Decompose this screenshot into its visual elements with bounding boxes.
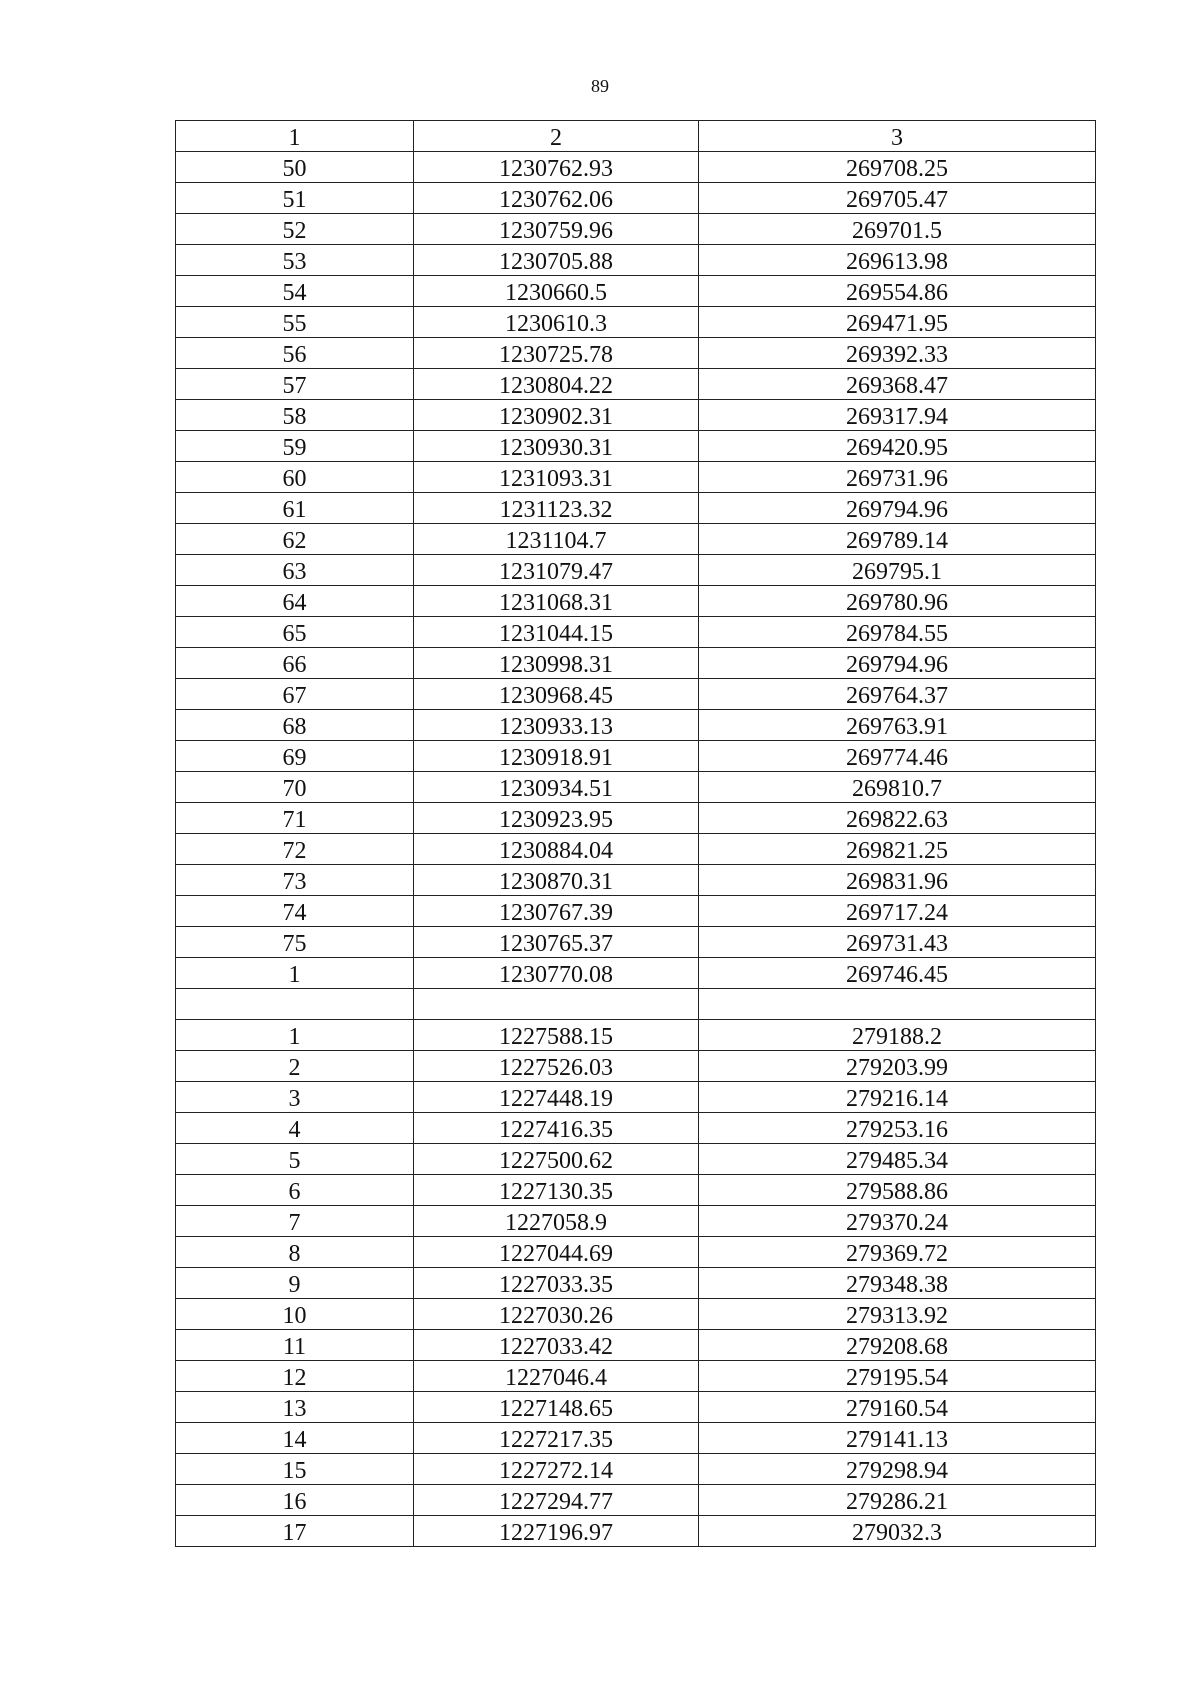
y-coordinate-cell: 279195.54 bbox=[699, 1361, 1096, 1392]
x-coordinate-cell: 1227588.15 bbox=[414, 1020, 699, 1051]
y-coordinate-cell: 269789.14 bbox=[699, 524, 1096, 555]
table-row bbox=[176, 1082, 1096, 1113]
point-number-cell: 57 bbox=[176, 369, 414, 400]
x-coordinate-cell: 1227294.77 bbox=[414, 1485, 699, 1516]
y-coordinate-cell: 269784.55 bbox=[699, 617, 1096, 648]
x-coordinate-cell: 1230930.31 bbox=[414, 431, 699, 462]
table-row bbox=[176, 307, 1096, 338]
table-row bbox=[176, 276, 1096, 307]
table-row bbox=[176, 617, 1096, 648]
x-coordinate-cell: 1227030.26 bbox=[414, 1299, 699, 1330]
point-number-cell: 70 bbox=[176, 772, 414, 803]
y-coordinate-cell: 279313.92 bbox=[699, 1299, 1096, 1330]
y-coordinate-cell: 279208.68 bbox=[699, 1330, 1096, 1361]
y-coordinate-cell: 269774.46 bbox=[699, 741, 1096, 772]
table-row bbox=[176, 1330, 1096, 1361]
table-row bbox=[176, 1454, 1096, 1485]
x-coordinate-cell: 1230804.22 bbox=[414, 369, 699, 400]
y-coordinate-cell: 269764.37 bbox=[699, 679, 1096, 710]
x-coordinate-cell: 1230725.78 bbox=[414, 338, 699, 369]
x-coordinate-cell: 1227196.97 bbox=[414, 1516, 699, 1547]
point-number-cell: 68 bbox=[176, 710, 414, 741]
table-row bbox=[176, 152, 1096, 183]
y-coordinate-cell: 279369.72 bbox=[699, 1237, 1096, 1268]
x-coordinate-cell: 1230933.13 bbox=[414, 710, 699, 741]
x-coordinate-cell: 1230610.3 bbox=[414, 307, 699, 338]
y-coordinate-cell: 279286.21 bbox=[699, 1485, 1096, 1516]
point-number-cell: 61 bbox=[176, 493, 414, 524]
y-coordinate-cell: 269810.7 bbox=[699, 772, 1096, 803]
y-coordinate-cell: 279588.86 bbox=[699, 1175, 1096, 1206]
y-coordinate-cell: 279203.99 bbox=[699, 1051, 1096, 1082]
point-number-cell: 56 bbox=[176, 338, 414, 369]
x-coordinate-cell: 1227058.9 bbox=[414, 1206, 699, 1237]
point-number-cell: 58 bbox=[176, 400, 414, 431]
table-row bbox=[176, 1206, 1096, 1237]
point-number-cell: 52 bbox=[176, 214, 414, 245]
table-row bbox=[176, 834, 1096, 865]
y-coordinate-cell: 269794.96 bbox=[699, 648, 1096, 679]
table-row bbox=[176, 1175, 1096, 1206]
header-row bbox=[176, 121, 1096, 152]
x-coordinate-cell: 1227046.4 bbox=[414, 1361, 699, 1392]
y-coordinate-cell: 269705.47 bbox=[699, 183, 1096, 214]
y-coordinate-cell: 269731.43 bbox=[699, 927, 1096, 958]
point-number-cell: 7 bbox=[176, 1206, 414, 1237]
point-number-cell: 55 bbox=[176, 307, 414, 338]
point-number-cell: 51 bbox=[176, 183, 414, 214]
y-coordinate-cell: 269822.63 bbox=[699, 803, 1096, 834]
x-coordinate-cell: 1227217.35 bbox=[414, 1423, 699, 1454]
y-coordinate-cell: 279370.24 bbox=[699, 1206, 1096, 1237]
point-number-cell: 72 bbox=[176, 834, 414, 865]
x-coordinate-cell: 1231079.47 bbox=[414, 555, 699, 586]
x-coordinate-cell: 1230660.5 bbox=[414, 276, 699, 307]
x-coordinate-cell: 1230870.31 bbox=[414, 865, 699, 896]
point-number-cell: 1 bbox=[176, 958, 414, 989]
y-coordinate-cell: 269794.96 bbox=[699, 493, 1096, 524]
x-coordinate-cell: 1230762.06 bbox=[414, 183, 699, 214]
y-coordinate-cell: 269831.96 bbox=[699, 865, 1096, 896]
point-number-cell: 3 bbox=[176, 1082, 414, 1113]
point-number-cell: 10 bbox=[176, 1299, 414, 1330]
y-coordinate-cell: 269701.5 bbox=[699, 214, 1096, 245]
point-number-cell: 1 bbox=[176, 1020, 414, 1051]
table-row bbox=[176, 741, 1096, 772]
x-coordinate-cell: 1227044.69 bbox=[414, 1237, 699, 1268]
table-row bbox=[176, 896, 1096, 927]
point-number-cell bbox=[176, 989, 414, 1020]
point-number-cell: 2 bbox=[176, 1051, 414, 1082]
point-number-cell: 63 bbox=[176, 555, 414, 586]
point-number-cell: 73 bbox=[176, 865, 414, 896]
table-row bbox=[176, 400, 1096, 431]
table-row bbox=[176, 1144, 1096, 1175]
x-coordinate-cell: 1230759.96 bbox=[414, 214, 699, 245]
y-coordinate-cell: 269420.95 bbox=[699, 431, 1096, 462]
y-coordinate-cell: 279253.16 bbox=[699, 1113, 1096, 1144]
x-coordinate-cell: 1230767.39 bbox=[414, 896, 699, 927]
point-number-cell: 59 bbox=[176, 431, 414, 462]
y-coordinate-cell: 269613.98 bbox=[699, 245, 1096, 276]
table-row bbox=[176, 183, 1096, 214]
y-coordinate-cell: 279348.38 bbox=[699, 1268, 1096, 1299]
x-coordinate-cell: 1230934.51 bbox=[414, 772, 699, 803]
table-row bbox=[176, 1051, 1096, 1082]
x-coordinate-cell: 1231104.7 bbox=[414, 524, 699, 555]
y-coordinate-cell: 269746.45 bbox=[699, 958, 1096, 989]
y-coordinate-cell: 269821.25 bbox=[699, 834, 1096, 865]
point-number-cell: 6 bbox=[176, 1175, 414, 1206]
table-row bbox=[176, 865, 1096, 896]
x-coordinate-cell: 1227033.42 bbox=[414, 1330, 699, 1361]
x-coordinate-cell: 1227416.35 bbox=[414, 1113, 699, 1144]
table-row bbox=[176, 927, 1096, 958]
x-coordinate-cell: 1230765.37 bbox=[414, 927, 699, 958]
point-number-cell: 53 bbox=[176, 245, 414, 276]
y-coordinate-cell: 269731.96 bbox=[699, 462, 1096, 493]
y-coordinate-cell: 269763.91 bbox=[699, 710, 1096, 741]
point-number-cell: 12 bbox=[176, 1361, 414, 1392]
y-coordinate-cell: 269780.96 bbox=[699, 586, 1096, 617]
point-number-cell: 71 bbox=[176, 803, 414, 834]
table-row bbox=[176, 524, 1096, 555]
column-header-3: 3 bbox=[699, 121, 1096, 152]
point-number-cell: 14 bbox=[176, 1423, 414, 1454]
column-header-2: 2 bbox=[414, 121, 699, 152]
point-number-cell: 62 bbox=[176, 524, 414, 555]
x-coordinate-cell: 1227148.65 bbox=[414, 1392, 699, 1423]
x-coordinate-cell: 1231123.32 bbox=[414, 493, 699, 524]
point-number-cell: 13 bbox=[176, 1392, 414, 1423]
y-coordinate-cell: 279141.13 bbox=[699, 1423, 1096, 1454]
table-row bbox=[176, 1268, 1096, 1299]
point-number-cell: 4 bbox=[176, 1113, 414, 1144]
table-row bbox=[176, 555, 1096, 586]
y-coordinate-cell: 269554.86 bbox=[699, 276, 1096, 307]
table-row bbox=[176, 245, 1096, 276]
x-coordinate-cell: 1231044.15 bbox=[414, 617, 699, 648]
table-row bbox=[176, 1299, 1096, 1330]
table-row bbox=[176, 1392, 1096, 1423]
x-coordinate-cell: 1230884.04 bbox=[414, 834, 699, 865]
point-number-cell: 66 bbox=[176, 648, 414, 679]
y-coordinate-cell: 269717.24 bbox=[699, 896, 1096, 927]
x-coordinate-cell: 1227272.14 bbox=[414, 1454, 699, 1485]
table-row bbox=[176, 1516, 1096, 1547]
y-coordinate-cell: 269471.95 bbox=[699, 307, 1096, 338]
x-coordinate-cell: 1227033.35 bbox=[414, 1268, 699, 1299]
y-coordinate-cell: 279216.14 bbox=[699, 1082, 1096, 1113]
x-coordinate-cell: 1230968.45 bbox=[414, 679, 699, 710]
table-row bbox=[176, 803, 1096, 834]
table-row bbox=[176, 772, 1096, 803]
x-coordinate-cell: 1230902.31 bbox=[414, 400, 699, 431]
x-coordinate-cell: 1231093.31 bbox=[414, 462, 699, 493]
x-coordinate-cell: 1230705.88 bbox=[414, 245, 699, 276]
table-row bbox=[176, 462, 1096, 493]
y-coordinate-cell: 269392.33 bbox=[699, 338, 1096, 369]
y-coordinate-cell: 279485.34 bbox=[699, 1144, 1096, 1175]
point-number-cell: 16 bbox=[176, 1485, 414, 1516]
table-row bbox=[176, 958, 1096, 989]
table-row bbox=[176, 1020, 1096, 1051]
x-coordinate-cell: 1230762.93 bbox=[414, 152, 699, 183]
x-coordinate-cell: 1230918.91 bbox=[414, 741, 699, 772]
point-number-cell: 65 bbox=[176, 617, 414, 648]
point-number-cell: 17 bbox=[176, 1516, 414, 1547]
point-number-cell: 50 bbox=[176, 152, 414, 183]
y-coordinate-cell: 269368.47 bbox=[699, 369, 1096, 400]
point-number-cell: 60 bbox=[176, 462, 414, 493]
table-row bbox=[176, 1361, 1096, 1392]
point-number-cell: 74 bbox=[176, 896, 414, 927]
table-row bbox=[176, 1485, 1096, 1516]
column-header-1: 1 bbox=[176, 121, 414, 152]
page-number: 89 bbox=[591, 76, 609, 96]
point-number-cell: 75 bbox=[176, 927, 414, 958]
y-coordinate-cell: 279298.94 bbox=[699, 1454, 1096, 1485]
table-row bbox=[176, 679, 1096, 710]
y-coordinate-cell: 279160.54 bbox=[699, 1392, 1096, 1423]
y-coordinate-cell: 279188.2 bbox=[699, 1020, 1096, 1051]
x-coordinate-cell: 1227130.35 bbox=[414, 1175, 699, 1206]
point-number-cell: 5 bbox=[176, 1144, 414, 1175]
x-coordinate-cell: 1231068.31 bbox=[414, 586, 699, 617]
y-coordinate-cell: 269317.94 bbox=[699, 400, 1096, 431]
y-coordinate-cell: 279032.3 bbox=[699, 1516, 1096, 1547]
x-coordinate-cell: 1227500.62 bbox=[414, 1144, 699, 1175]
table-header bbox=[176, 121, 1096, 152]
point-number-cell: 8 bbox=[176, 1237, 414, 1268]
point-number-cell: 64 bbox=[176, 586, 414, 617]
y-coordinate-cell: 269795.1 bbox=[699, 555, 1096, 586]
point-number-cell: 67 bbox=[176, 679, 414, 710]
table-row bbox=[176, 214, 1096, 245]
y-coordinate-cell: 269708.25 bbox=[699, 152, 1096, 183]
point-number-cell: 54 bbox=[176, 276, 414, 307]
table-row bbox=[176, 989, 1096, 1020]
table-row bbox=[176, 648, 1096, 679]
x-coordinate-cell bbox=[414, 989, 699, 1020]
point-number-cell: 69 bbox=[176, 741, 414, 772]
coordinates-table bbox=[175, 120, 1096, 1547]
table-body bbox=[176, 152, 1096, 1547]
table-row bbox=[176, 1113, 1096, 1144]
table-row bbox=[176, 586, 1096, 617]
table-row bbox=[176, 493, 1096, 524]
point-number-cell: 15 bbox=[176, 1454, 414, 1485]
point-number-cell: 11 bbox=[176, 1330, 414, 1361]
table-row bbox=[176, 1237, 1096, 1268]
x-coordinate-cell: 1230923.95 bbox=[414, 803, 699, 834]
x-coordinate-cell: 1227526.03 bbox=[414, 1051, 699, 1082]
table-row bbox=[176, 338, 1096, 369]
x-coordinate-cell: 1230770.08 bbox=[414, 958, 699, 989]
point-number-cell: 9 bbox=[176, 1268, 414, 1299]
x-coordinate-cell: 1230998.31 bbox=[414, 648, 699, 679]
x-coordinate-cell: 1227448.19 bbox=[414, 1082, 699, 1113]
table-row bbox=[176, 710, 1096, 741]
table-row bbox=[176, 369, 1096, 400]
y-coordinate-cell bbox=[699, 989, 1096, 1020]
table-row bbox=[176, 431, 1096, 462]
table-row bbox=[176, 1423, 1096, 1454]
